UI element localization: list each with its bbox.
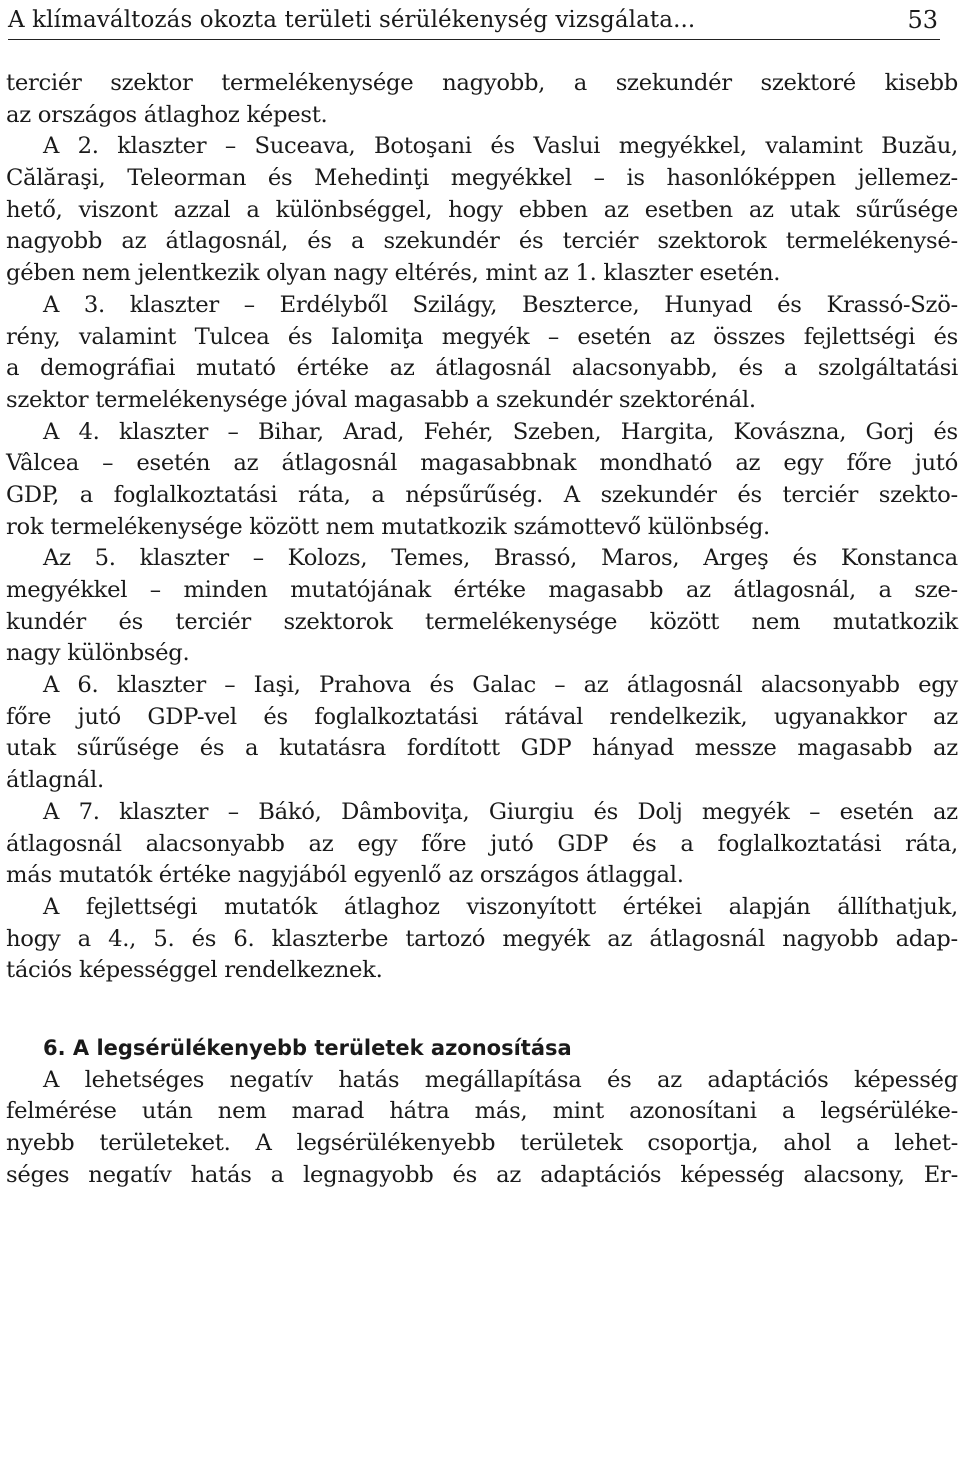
text-line: nagy különbség. <box>6 640 190 667</box>
text-line: GDP, a foglalkoztatási ráta, a népsűrűség. A szekundér és terciér szekto- <box>6 481 958 508</box>
text-line: gében nem jelentkezik olyan nagy eltérés, mint az 1. klaszter esetén. <box>6 260 781 287</box>
text-line: A 2. klaszter – Suceava, Botoşani és Vaslui megyékkel, valamint Buzău, <box>43 133 958 160</box>
text-line: más mutatók értéke nagyjából egyenlő az országos átlaggal. <box>6 862 684 889</box>
text-line: hető, viszont azzal a különbséggel, hogy ebben az esetben az utak sűrűsége <box>6 196 958 223</box>
text-line: megyékkel – minden mutatójának értéke magasabb az átlagosnál, a sze- <box>6 577 958 603</box>
text-line: rok termelékenysége között nem mutatkozik számottevő különbség. <box>6 513 770 540</box>
text-line: A fejlettségi mutatók átlaghoz viszonyított értékei alapján állíthatjuk, <box>43 893 958 920</box>
text-line: A lehetséges negatív hatás megállapítása és az adaptációs képesség <box>43 1066 958 1093</box>
text-line: Az 5. klaszter – Kolozs, Temes, Brassó, Maros, Argeş és Konstanca <box>43 545 958 572</box>
text-line: átlagosnál alacsonyabb az egy főre jutó GDP és a foglalkoztatási ráta, <box>6 830 958 857</box>
text-line: felmérése után nem marad hátra más, mint azonosítani a legsérüléke- <box>6 1098 958 1125</box>
text-line: az országos átlaghoz képest. <box>6 101 328 128</box>
text-line: utak sűrűsége és a kutatásra fordított GDP hányad messze magasabb az <box>6 735 958 762</box>
text-line: terciér szektor termelékenysége nagyobb, a szekundér szektoré kisebb <box>6 70 958 96</box>
running-header <box>8 0 940 40</box>
text-line: nagyobb az átlagosnál, és a szekundér és terciér szektorok termelékenysé- <box>6 228 958 255</box>
text-line: kundér és terciér szektorok termelékenysége között nem mutatkozik <box>6 608 958 635</box>
section-spacer <box>6 987 958 1033</box>
text-line: A 3. klaszter – Erdélyből Szilágy, Beszterce, Hunyad és Krassó-Szö- <box>43 291 958 318</box>
text-line: Călăraşi, Teleorman és Mehedinţi megyékkel – is hasonlóképpen jellemez- <box>6 165 958 192</box>
text-line: átlagnál. <box>6 767 104 794</box>
text-line: séges negatív hatás a legnagyobb és az adaptációs képesség alacsony, Er- <box>6 1161 958 1188</box>
text-line: A 7. klaszter – Bákó, Dâmboviţa, Giurgiu és Dolj megyék – esetén az <box>43 798 958 825</box>
text-line: tációs képességgel rendelkeznek. <box>6 957 383 984</box>
text-line: rény, valamint Tulcea és Ialomiţa megyék – esetén az összes fejlettségi és <box>6 323 958 350</box>
text-line: hogy a 4., 5. és 6. klaszterbe tartozó megyék az átlagosnál nagyobb adap- <box>6 925 958 952</box>
page-number: 53 <box>907 5 938 34</box>
text-line: A 4. klaszter – Bihar, Arad, Fehér, Szeben, Hargita, Kovászna, Gorj és <box>43 418 958 445</box>
body-text <box>6 68 958 1191</box>
text-line: a demográfiai mutató értéke az átlagosnál alacsonyabb, és a szolgáltatási <box>6 355 958 382</box>
text-line: szektor termelékenysége jóval magasabb a szekundér szektorénál. <box>6 386 756 413</box>
section-heading: 6. A legsérülékenyebb területek azonosítása <box>43 1035 572 1060</box>
text-line: Vâlcea – esetén az átlagosnál magasabbnak mondható az egy főre jutó <box>6 450 958 477</box>
text-line: főre jutó GDP-vel és foglalkoztatási rátával rendelkezik, ugyanakkor az <box>6 703 958 730</box>
text-line: nyebb területeket. A legsérülékenyebb területek csoportja, ahol a lehet- <box>6 1130 958 1156</box>
text-line: A 6. klaszter – Iaşi, Prahova és Galac – az átlagosnál alacsonyabb egy <box>43 672 958 699</box>
header-title: A klímaváltozás okozta területi sérülékenység vizsgálata... <box>8 6 696 33</box>
